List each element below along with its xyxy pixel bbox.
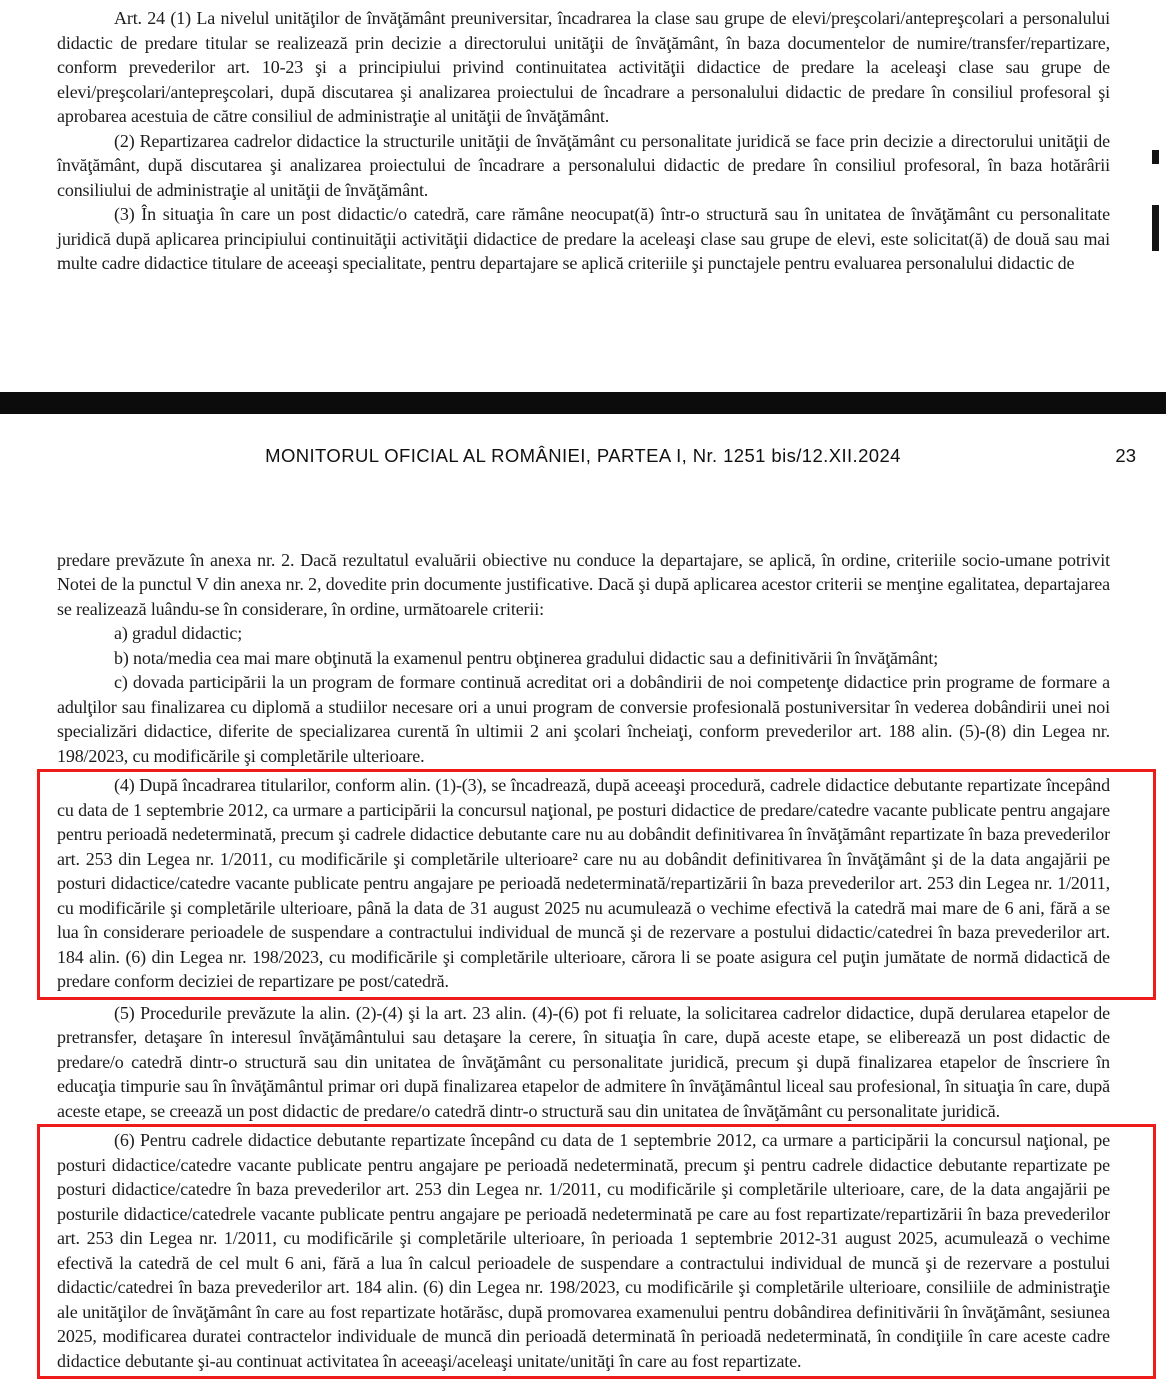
paragraph-art24-alin3: (3) În situaţia în care un post didactic/o catedră, care rămâne neocupat(ă) într-o structură sau în unitatea de învăţământ cu personalitate juridică după aplicarea principiului continuităţii activităţii didactice de predare la aceleaşi clase sau grupe de elevi, este solicitat(ă) de două sau mai multe cadre didactice titulare de aceeaşi specialitate, pentru departajare se aplică criteriile şi punctajele pentru evaluarea personalului didactic de — [57, 204, 1110, 273]
paragraph-alin4: (4) După încadrarea titularilor, conform alin. (1)-(3), se încadrează, după aceeaşi procedură, cadrele didactice debutante repartizate începând cu data de 1 septembrie 2012, ca urmare a participării la concursul naţional, pe posturi didactice de predare/catedre vacante publicate pentru angajare pentru perioadă nedeterminată, precum şi cadrele didactice debutante care nu au dobândit definitivarea în învăţământ repartizate în baza prevederilor art. 253 din Legea nr. 1/2011, cu modificările şi completările ulterioare² care nu au dobândit definitivarea în învăţământ şi de la data angajării pe posturi didactice/catedre vacante publicate pentru angajare pe perioadă nedeterminată/repartizării în baza prevederilor art. 253 din Legea nr. 1/2011, cu modificările şi completările ulterioare, până la data de 31 august 2025 nu acumulează o vechime efectivă la catedră mai mare de 6 ani, fără a se lua în considerare perioadele de suspendare a contractului individual de muncă şi de rezervare a postului didactic/catedrei în baza prevederilor art. 184 alin. (6) din Legea nr. 198/2023, cu modificările şi completările ulterioare, cărora li se poate asigura cel puţin jumătate de normă didactică de predare conform deciziei de repartizare pe post/catedră. — [57, 775, 1110, 991]
page-separator-bar — [0, 392, 1166, 414]
page-number: 23 — [1115, 444, 1136, 466]
criterion-a: a) gradul didactic; — [114, 623, 243, 643]
current-page-text-block — [0, 548, 1166, 1380]
journal-title: MONITORUL OFICIAL AL ROMÂNIEI, PARTEA I, Nr. 1251 bis/12.XII.2024 — [265, 444, 901, 466]
criterion-c: c) dovada participării la un program de formare continuă acreditat ori a dobândirii de noi competenţe didactice prin programe de formare a adulţilor sau finalizarea cu diplomă a studiilor necesare ori a unui program de conversie profesională postuniversitar în vederea dobândirii unei noi specializări didactice, diferite de specializarea curentă în ultimii 2 ani şcolari încheiaţi, conform prevederilor art. 188 alin. (5)-(8) din Legea nr. 198/2023, cu modificările şi completările ulterioare. — [57, 672, 1110, 766]
running-header — [0, 444, 1166, 468]
highlight-box-alin6 — [37, 1124, 1156, 1379]
previous-page-text-block — [0, 6, 1166, 276]
margin-change-marker — [1152, 150, 1159, 164]
criterion-b: b) nota/media cea mai mare obţinută la examenul pentru obţinerea gradului didactic sau a definitivării în învăţământ; — [114, 647, 939, 668]
paragraph-alin6: (6) Pentru cadrele didactice debutante repartizate începând cu data de 1 septembrie 2012, ca urmare a participării la concursul naţional, pe posturi didactice/catedre vacante publicate pentru angajare pe perioadă nedeterminată, precum şi pentru cadrele didactice debutante repartizate pe posturi didactice/catedre în baza prevederilor art. 253 din Legea nr. 1/2011, cu modificările şi completările ulterioare, care, de la data angajării pe posturile didactice/catedrele vacante publicate pentru angajare pe perioadă nedeterminată pe care au fost repartizate/repartizării în baza prevederilor art. 253 din Legea nr. 1/2011, cu modificările şi completările ulterioare, în perioada 1 septembrie 2012-31 august 2025, acumulează o vechime efectivă la catedră de cel mult 6 ani, fără a lua în calcul perioadele de suspendare a contractului individual de muncă şi de rezervare a postului didactic/catedrei în baza prevederilor art. 184 alin. (6) din Legea nr. 198/2023, cu modificările şi completările ulterioare, consiliile de administraţie ale unităţilor de învăţământ în care au fost repartizate hotărăsc, după promovarea examenului pentru dobândirea definitivării în învăţământ, sesiunea 2025, modificarea duratei contractelor individuale de muncă din perioadă determinată în perioadă nedeterminată, în condiţiile în care aceste cadre didactice debutante şi-au continuat activitatea în aceeaşi/aceleaşi unitate/unităţi în care au fost repartizate. — [57, 1130, 1110, 1371]
highlight-box-alin4 — [37, 769, 1156, 1000]
paragraph-art24-alin2: (2) Repartizarea cadrelor didactice la structurile unităţii de învăţământ cu personalitate juridică se face prin decizie a directorului unităţii de învăţământ, după discutarea şi analizarea proiectului de încadrare a personalului didactic de predare în consiliul profesoral, în baza hotărârii consiliului de administraţie al unităţii de învăţământ. — [57, 130, 1110, 200]
paragraph-art24-alin1: Art. 24 (1) La nivelul unităţilor de învăţământ preuniversitar, încadrarea la clase sau grupe de elevi/preşcolari/antepreşcolari a personalului didactic de predare titular se realizează prin decizie a directorului unităţii de învăţământ, în baza documentelor de numire/transfer/repartizare, conform prevederilor art. 10-23 şi a principiului privind continuitatea activităţii didactice de predare la aceleaşi clase sau grupe de elevi/preşcolari/antepreşcolari, după discutarea şi analizarea proiectului de încadrare a personalului didactic de predare în consiliul profesoral şi aprobarea acestuia de către consiliul de administraţie al unităţii de învăţământ. — [57, 8, 1110, 126]
paragraph-alin5: (5) Procedurile prevăzute la alin. (2)-(4) şi la art. 23 alin. (4)-(6) pot fi reluate, la solicitarea cadrelor didactice, după derularea etapelor de pretransfer, detaşare în interesul învăţământului sau detaşare la cerere, în situaţia în care, după aceste etape, se eliberează un post didactic de predare/o catedră dintr-o structură sau din unitatea de învăţământ cu personalitate juridică, precum şi după finalizarea etapelor de înscriere în educaţia timpurie sau în învăţământul primar ori după finalizarea etapelor de admitere în învăţământul liceal sau profesional, în situaţia în care, după aceste etape, se creează un post didactic de predare/o catedră dintr-o structură sau din unitatea de învăţământ cu personalitate juridică. — [57, 1002, 1110, 1121]
margin-change-marker — [1152, 205, 1159, 251]
paragraph-continuation: predare prevăzute în anexa nr. 2. Dacă rezultatul evaluării obiective nu conduce la departajare, se aplică, în ordine, criteriile socio-umane potrivit Notei de la punctul V din anexa nr. 2, dovedite prin documente justificative. Dacă şi după aplicarea acestor criterii se menţine egalitatea, departajarea se realizează luându-se în considerare, în ordine, următoarele criterii: — [57, 549, 1110, 619]
